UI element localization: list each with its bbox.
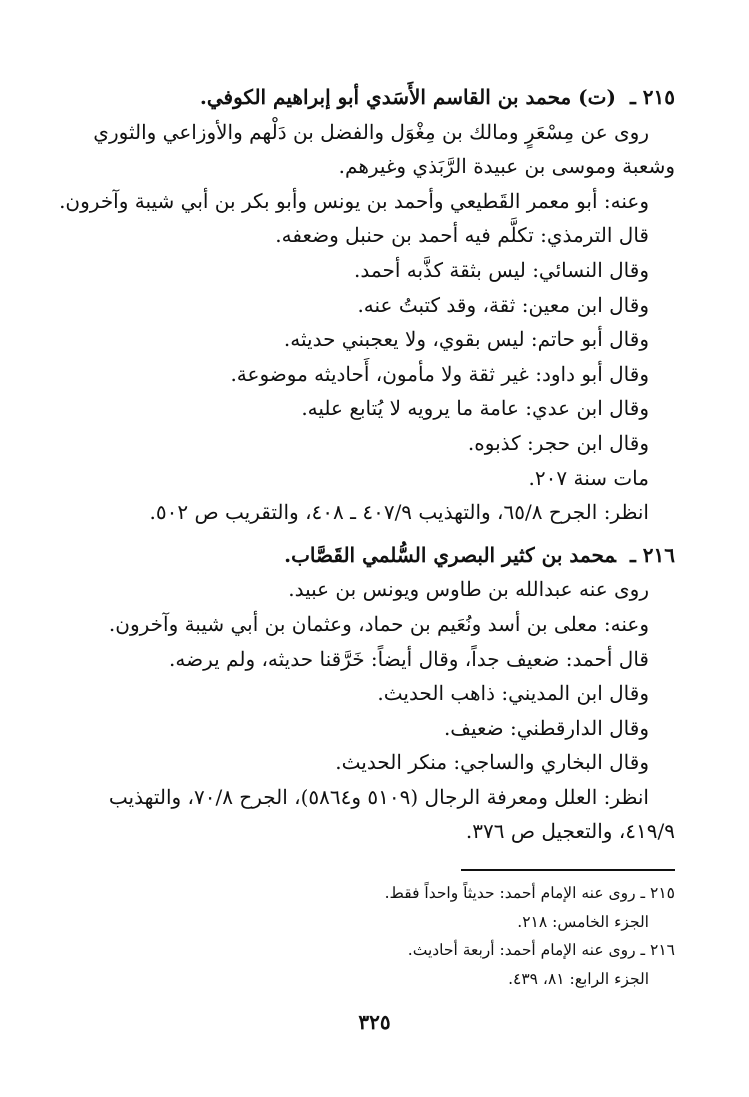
entry-number: ٢١٦ ـ bbox=[629, 542, 675, 567]
entry-line: وقال النسائي: ليس بثقة كذَّبه أحمد. bbox=[354, 257, 649, 282]
entry-title: محمد بن كثير البصري السُّلمي القَصَّاب. bbox=[284, 542, 616, 567]
footnote-sub: الجزء الخامس: ٢١٨. bbox=[517, 912, 649, 931]
entry-line: وقال الدارقطني: ضعيف. bbox=[443, 715, 649, 740]
footnote-main: ٢١٦ ـ روى عنه الإمام أحمد: أربعة أحاديث. bbox=[407, 941, 675, 960]
entry-line: انظر: الجرح ٦٥/٨، والتهذيب ٤٠٧/٩ ـ ٤٠٨، والتقريب ص ٥٠٢. bbox=[149, 500, 649, 525]
entry-line: وقال ابن عدي: عامة ما يرويه لا يُتابع عليه. bbox=[301, 396, 649, 421]
footnote-divider bbox=[461, 869, 675, 871]
entry-gap bbox=[70, 530, 675, 538]
entry-line: وعنه: معلى بن أسد ونُعَيم بن حماد، وعثمان بن أبي شيبة وآخرون. bbox=[108, 611, 649, 636]
entry-line: وقال البخاري والساجي: منكر الحديث. bbox=[335, 750, 649, 775]
entry-heading bbox=[70, 538, 675, 573]
page-number: ٣٢٥ bbox=[358, 1010, 391, 1034]
entry-line: انظر: العلل ومعرفة الرجال (٥١٠٩ و٥٨٦٤)، الجرح ٧٠/٨، والتهذيب bbox=[108, 784, 649, 809]
entry-heading bbox=[70, 80, 675, 115]
footnotes bbox=[70, 879, 675, 993]
entry-215 bbox=[59, 80, 675, 530]
entry-line: وقال ابن معين: ثقة، وقد كتبتُ عنه. bbox=[357, 292, 649, 317]
entry-line: وعنه: أبو معمر القَطيعي وأحمد بن يونس وأبو بكر بن أبي شيبة وآخرون. bbox=[59, 188, 649, 213]
footnote-sub: الجزء الرابع: ٨١، ٤٣٩. bbox=[508, 969, 649, 988]
entry-line: وقال أبو داود: غير ثقة ولا مأمون، أَحاديثه موضوعة. bbox=[230, 361, 649, 386]
entry-line: قال أحمد: ضعيف جداً، وقال أيضاً: خَرَّقنا حديثه، ولم يرضه. bbox=[169, 646, 649, 671]
entry-line: روى عن مِسْعَرٍ ومالك بن مِغْوَل والفضل بن دَلْهم والأوزاعي والثوري bbox=[93, 119, 649, 144]
entry-line: قال الترمذي: تكلَّم فيه أحمد بن حنبل وضعفه. bbox=[275, 223, 649, 248]
entry-216 bbox=[70, 538, 675, 849]
entry-line: وقال ابن المديني: ذاهب الحديث. bbox=[377, 681, 649, 706]
entry-title: (ت) محمد بن القاسم الأَسَدي أبو إبراهيم الكوفي. bbox=[199, 85, 616, 109]
entry-line: مات سنة ٢٠٧. bbox=[528, 465, 649, 490]
entry-line: وشعبة وموسى بن عبيدة الرَّبَذي وغيرهم. bbox=[338, 154, 675, 179]
entry-line: روى عنه عبدالله بن طاوس ويونس بن عبيد. bbox=[288, 577, 649, 602]
entry-number: ٢١٥ ـ bbox=[629, 85, 675, 109]
footnote-main: ٢١٥ ـ روى عنه الإمام أحمد: حديثاً واحداً فقط. bbox=[384, 884, 675, 903]
entry-line: وقال ابن حجر: كذبوه. bbox=[467, 430, 649, 455]
entry-line: ٤١٩/٩، والتعجيل ص ٣٧٦. bbox=[465, 819, 675, 844]
entry-line: وقال أبو حاتم: ليس بقوي، ولا يعجبني حديثه. bbox=[283, 327, 649, 352]
